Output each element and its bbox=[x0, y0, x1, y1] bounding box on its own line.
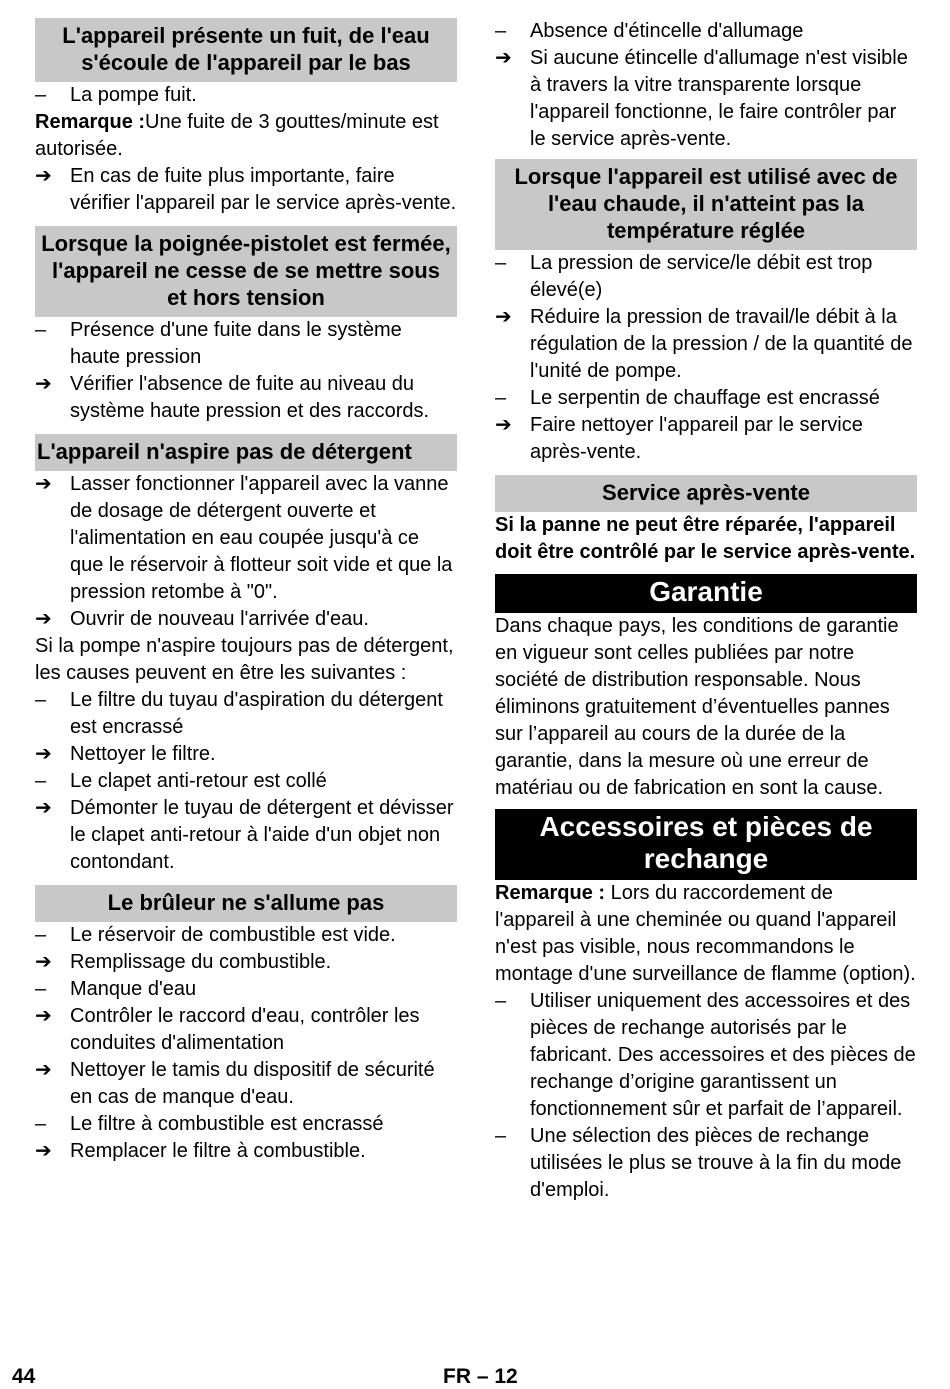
list-item-text: Une sélection des pièces de rechange utilisées le plus se trouve à la fin du mode d'emploi. bbox=[530, 1125, 902, 1201]
service-paragraph: Si la panne ne peut être réparée, l'appareil doit être contrôlé par le service après-vente. bbox=[495, 514, 916, 563]
section-heading-temperature: Lorsque l'appareil est utilisé avec de l'eau chaude, il n'atteint pas la température réglée bbox=[495, 159, 917, 250]
arrow-icon: ➔ bbox=[35, 1140, 52, 1162]
remedy-text: Nettoyer le filtre. bbox=[70, 743, 216, 765]
cause-text: Le filtre à combustible est encrassé bbox=[70, 1113, 384, 1135]
dash-marker: – bbox=[35, 689, 47, 711]
remedy-text: Démonter le tuyau de détergent et dévisser le clapet anti-retour à l'aide d'un objet non contondant. bbox=[70, 797, 454, 873]
list-item bbox=[495, 1123, 917, 1204]
arrow-icon: ➔ bbox=[35, 165, 52, 187]
dash-marker: – bbox=[495, 1125, 507, 1147]
arrow-icon: ➔ bbox=[35, 743, 52, 765]
dash-marker: – bbox=[35, 770, 47, 792]
arrow-icon: ➔ bbox=[35, 473, 52, 495]
page-code: FR – 12 bbox=[443, 1365, 518, 1388]
remedy-item bbox=[35, 741, 457, 768]
section-heading-burner: Le brûleur ne s'allume pas bbox=[35, 885, 457, 922]
remedy-text: Vérifier l'absence de fuite au niveau du système haute pression et des raccords. bbox=[70, 373, 430, 422]
cause-text: Manque d'eau bbox=[70, 978, 197, 1000]
dash-marker: – bbox=[35, 978, 47, 1000]
arrow-icon: ➔ bbox=[35, 1005, 52, 1027]
section-heading-service: Service après-vente bbox=[495, 475, 917, 512]
remedy-item bbox=[495, 304, 917, 385]
remedy-item bbox=[35, 1057, 457, 1111]
dash-marker: – bbox=[495, 252, 507, 274]
remedy-text: Faire nettoyer l'appareil par le service après-vente. bbox=[530, 414, 863, 463]
remedy-text: Remplacer le filtre à combustible. bbox=[70, 1140, 366, 1162]
remedy-item bbox=[495, 45, 917, 153]
cause-text: Le clapet anti-retour est collé bbox=[70, 770, 327, 792]
remedy-text: En cas de fuite plus importante, faire vérifier l'appareil par le service après-vente. bbox=[70, 165, 457, 214]
arrow-icon: ➔ bbox=[35, 1059, 52, 1081]
remedy-item bbox=[495, 412, 917, 466]
cause-item bbox=[35, 82, 457, 109]
cause-item bbox=[495, 385, 917, 412]
cause-text: Le serpentin de chauffage est encrassé bbox=[530, 387, 880, 409]
remedy-text: Contrôler le raccord d'eau, contrôler les conduites d'alimentation bbox=[70, 1005, 420, 1054]
note-text: Lors du raccordement de l'appareil à une cheminée ou quand l'appareil n'est pas visible, nous recommandons le montage d'une surveillance de flamme (option). bbox=[495, 882, 916, 985]
cause-text: La pression de service/le débit est trop élevé(e) bbox=[530, 252, 873, 301]
cause-text: Le réservoir de combustible est vide. bbox=[70, 924, 396, 946]
remedy-text: Remplissage du combustible. bbox=[70, 951, 332, 973]
body-paragraph: Si la pompe n'aspire toujours pas de détergent, les causes peuvent en être les suivantes : bbox=[35, 635, 454, 684]
cause-text: Le filtre du tuyau d'aspiration du détergent est encrassé bbox=[70, 689, 443, 738]
note-paragraph bbox=[35, 109, 457, 163]
arrow-icon: ➔ bbox=[35, 797, 52, 819]
remedy-item bbox=[35, 949, 457, 976]
section-heading-accessories: Accessoires et pièces de rechange bbox=[495, 809, 917, 880]
remedy-item bbox=[35, 1138, 457, 1165]
cause-item bbox=[35, 976, 457, 1003]
dash-marker: – bbox=[495, 990, 507, 1012]
remedy-item bbox=[35, 606, 457, 633]
cause-text: Absence d'étincelle d'allumage bbox=[530, 20, 804, 42]
arrow-icon: ➔ bbox=[495, 306, 512, 328]
section-heading-detergent: L'appareil n'aspire pas de détergent bbox=[35, 434, 457, 471]
arrow-icon: ➔ bbox=[35, 951, 52, 973]
note-text: Une fuite de 3 gouttes/minute est autorisée. bbox=[35, 111, 439, 160]
arrow-icon: ➔ bbox=[35, 608, 52, 630]
dash-marker: – bbox=[35, 84, 47, 106]
cause-text: La pompe fuit. bbox=[70, 84, 197, 106]
cause-text: Présence d'une fuite dans le système haute pression bbox=[70, 319, 402, 368]
remedy-text: Lasser fonctionner l'appareil avec la vanne de dosage de détergent ouverte et l'alimentation en eau coupée jusqu'à ce que le réservoir à flotteur soit vide et que la pression retombe à "0". bbox=[70, 473, 453, 603]
remedy-text: Nettoyer le tamis du dispositif de sécurité en cas de manque d'eau. bbox=[70, 1059, 435, 1108]
cause-item bbox=[35, 768, 457, 795]
section-heading-pressure-switch: Lorsque la poignée-pistolet est fermée, l'appareil ne cesse de se mettre sous et hors tension bbox=[35, 226, 457, 317]
arrow-icon: ➔ bbox=[495, 47, 512, 69]
remedy-item bbox=[35, 163, 457, 217]
page-number: 44 bbox=[12, 1365, 36, 1388]
left-column bbox=[35, 18, 457, 1165]
section-heading-leak: L'appareil présente un fuit, de l'eau s'écoule de l'appareil par le bas bbox=[35, 18, 457, 82]
dash-marker: – bbox=[495, 387, 507, 409]
cause-item bbox=[35, 687, 457, 741]
list-item-text: Utiliser uniquement des accessoires et des pièces de rechange autorisés par le fabricant. Des accessoires et des pièces de rechange d’origine garantissent un fonctionnement sûr et parfait de l’appareil. bbox=[530, 990, 916, 1120]
remedy-item bbox=[35, 795, 457, 876]
cause-item bbox=[495, 250, 917, 304]
note-paragraph bbox=[495, 880, 917, 988]
remedy-text: Réduire la pression de travail/le débit à la régulation de la pression / de la quantité de l'unité de pompe. bbox=[530, 306, 913, 382]
note-label: Remarque : bbox=[35, 111, 146, 133]
dash-marker: – bbox=[35, 319, 47, 341]
remedy-text: Ouvrir de nouveau l'arrivée d'eau. bbox=[70, 608, 369, 630]
right-column bbox=[495, 18, 917, 1204]
remedy-item bbox=[35, 371, 457, 425]
cause-item bbox=[495, 18, 917, 45]
remedy-item bbox=[35, 1003, 457, 1057]
dash-marker: – bbox=[35, 924, 47, 946]
cause-item bbox=[35, 922, 457, 949]
note-label: Remarque : bbox=[495, 882, 606, 904]
section-heading-warranty: Garantie bbox=[495, 574, 917, 613]
arrow-icon: ➔ bbox=[35, 373, 52, 395]
remedy-item bbox=[35, 471, 457, 606]
dash-marker: – bbox=[495, 20, 507, 42]
cause-item bbox=[35, 317, 457, 371]
cause-item bbox=[35, 1111, 457, 1138]
dash-marker: – bbox=[35, 1113, 47, 1135]
warranty-paragraph: Dans chaque pays, les conditions de garantie en vigueur sont celles publiées par notre société de distribution responsable. Nous éliminons gratuitement d’éventuelles pannes sur l’appareil au cours de la durée de la garantie, dans la mesure où une erreur de matériau ou de fabrication en sont la cause. bbox=[495, 615, 899, 799]
list-item bbox=[495, 988, 917, 1123]
arrow-icon: ➔ bbox=[495, 414, 512, 436]
remedy-text: Si aucune étincelle d'allumage n'est visible à travers la vitre transparente lorsque l'appareil fonctionne, le faire contrôler par le service après-vente. bbox=[530, 47, 908, 150]
